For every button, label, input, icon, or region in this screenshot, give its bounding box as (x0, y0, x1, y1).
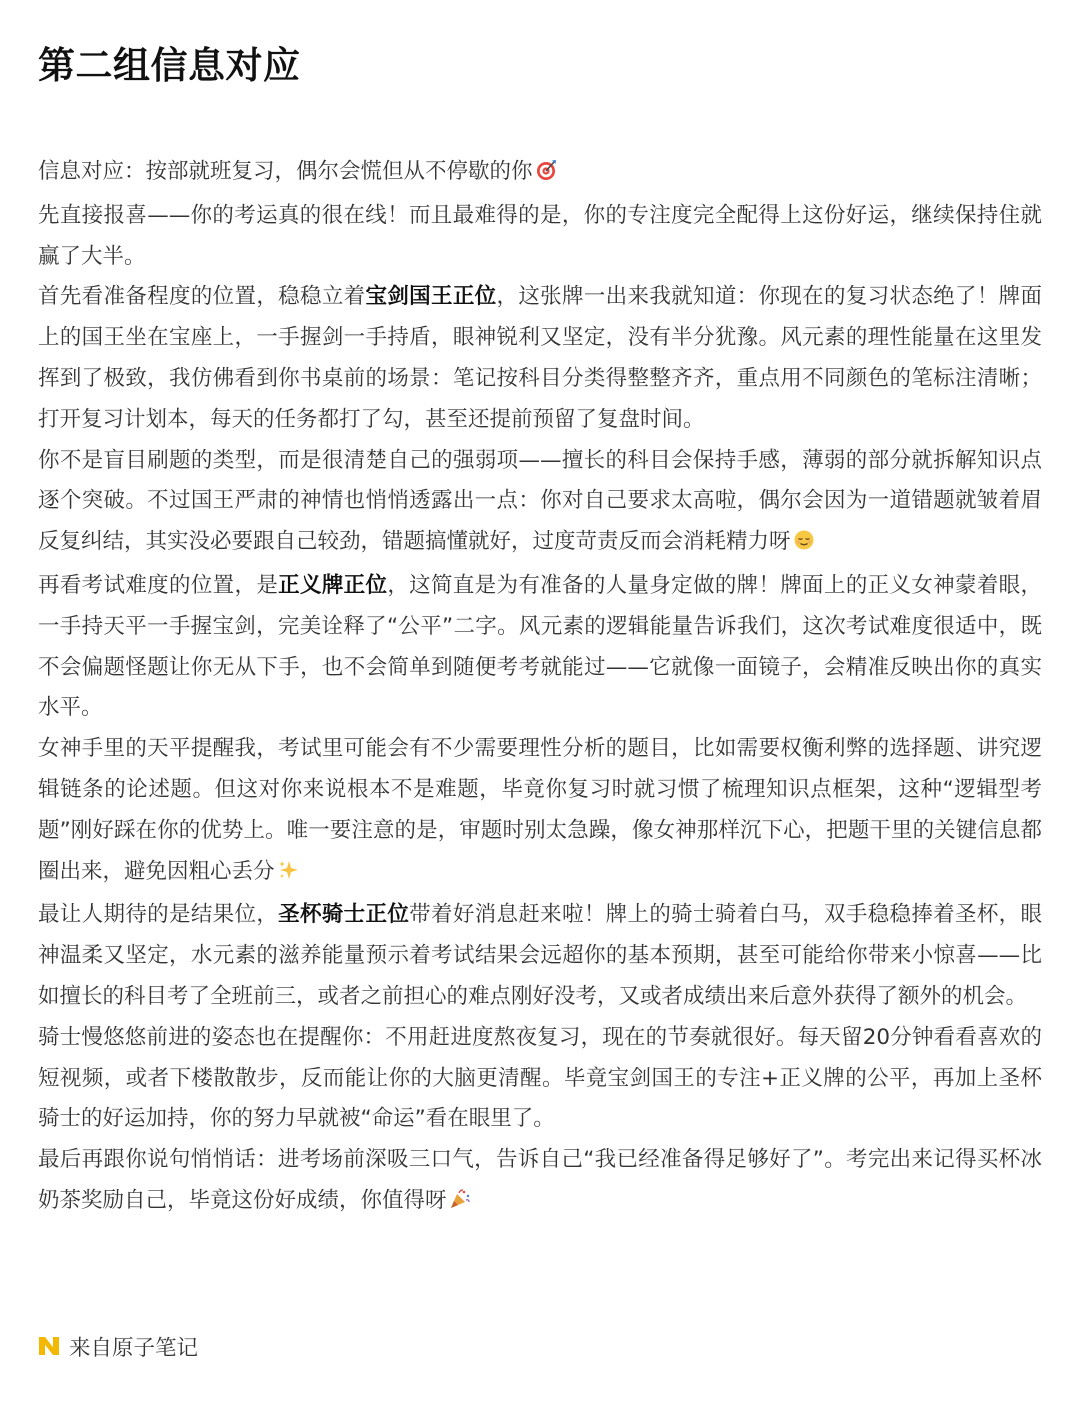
paragraph (38, 196, 1042, 278)
paragraph (38, 566, 1042, 729)
paragraph-text: 骑士慢悠悠前进的姿态也在提醒你：不用赶进度熬夜复习，现在的节奏就很好。每天留20分钟看看喜欢的短视频，或者下楼散散步，反而能让你的大脑更清醒。毕竟宝剑国王的专注+正义牌的公平，再加上圣杯骑士的好运加持，你的努力早就被“命运”看在眼里了。 (38, 1024, 1042, 1132)
paragraph-text: ，这张牌一出来我就知道：你现在的复习状态绝了！牌面上的国王坐在宝座上，一手握剑一手持盾，眼神锐利又坚定，没有半分犹豫。风元素的理性能量在这里发挥到了极致，我仿佛看到你书桌前的场景：笔记按科目分类得整整齐齐，重点用不同颜色的笔标注清晰；打开复习计划本，每天的任务都打了勾，甚至还提前预留了复盘时间。 (38, 284, 1042, 432)
relieved-face-icon (793, 525, 815, 566)
paragraph (38, 152, 1042, 196)
paragraph-text: 首先看准备程度的位置，稳稳立着 (38, 284, 366, 310)
paragraph (38, 1140, 1042, 1225)
paragraph-text: 你不是盲目刷题的类型，而是很清楚自己的强弱项——擅长的科目会保持手感，薄弱的部分就拆解知识点逐个突破。不过国王严肃的神情也悄悄透露出一点：你对自己要求太高啦，偶尔会因为一道错题就皱着眉反复纠结，其实没必要跟自己较劲，错题搞懂就好，过度苛责反而会消耗精力呀 (38, 447, 1042, 555)
bold-card-name: 圣杯骑士正位 (278, 902, 410, 928)
note-page (38, 0, 1042, 1411)
paragraph (38, 441, 1042, 566)
party-popper-icon (449, 1184, 471, 1225)
paragraph-text: ，这简直是为有准备的人量身定做的牌！牌面上的正义女神蒙着眼，一手持天平一手握宝剑，完美诠释了“公平”二字。风元素的逻辑能量告诉我们，这次考试难度很适中，既不会偏题怪题让你无从下手，也不会简单到随便考考就能过——它就像一面镜子，会精准反映出你的真实水平。 (38, 572, 1042, 721)
bold-card-name: 正义牌正位 (278, 572, 388, 598)
sparkles-icon (277, 855, 299, 896)
paragraph-text: 女神手里的天平提醒我，考试里可能会有不少需要理性分析的题目，比如需要权衡利弊的选择题、讲究逻辑链条的论述题。但这对你来说根本不是难题，毕竟你复习时就习惯了梳理知识点框架，这种“逻辑型考题”刚好踩在你的优势上。唯一要注意的是，审题时别太急躁，像女神那样沉下心，把题干里的关键信息都圈出来，避免因粗心丢分 (38, 736, 1042, 884)
paragraph (38, 729, 1042, 895)
paragraph-text: 最后再跟你说句悄悄话：进考场前深吸三口气，告诉自己“我已经准备得足够好了”。考完出来记得买杯冰奶茶奖励自己，毕竟这份好成绩，你值得呀 (38, 1147, 1042, 1213)
page-title: 第二组信息对应 (38, 44, 301, 87)
bold-card-name: 宝剑国王正位 (365, 284, 497, 310)
paragraph-text: 带着好消息赶来啦！牌上的骑士骑着白马，双手稳稳捧着圣杯，眼神温柔又坚定，水元素的滋养能量预示着考试结果会远超你的基本预期，甚至可能给你带来小惊喜——比如擅长的科目考了全班前三，或者之前担心的难点刚好没考，又或者成绩出来后意外获得了额外的机会。 (38, 902, 1042, 1009)
paragraph-text: 最让人期待的是结果位， (38, 902, 279, 928)
footer-source-text: 来自原子笔记 (69, 1335, 199, 1361)
note-n-logo-icon (38, 1335, 60, 1357)
paragraph-text: 先直接报喜——你的考运真的很在线！而且最难得的是，你的专注度完全配得上这份好运，继续保持住就赢了大半。 (38, 202, 1042, 269)
note-body (38, 152, 1042, 1225)
paragraph (38, 277, 1042, 440)
paragraph (38, 1018, 1042, 1140)
paragraph-text: 再看考试难度的位置，是 (38, 572, 279, 598)
paragraph (38, 895, 1042, 1017)
footer (38, 1330, 198, 1362)
paragraph-text: 信息对应：按部就班复习，偶尔会慌但从不停歇的你 (38, 159, 533, 184)
target-icon (535, 155, 557, 196)
